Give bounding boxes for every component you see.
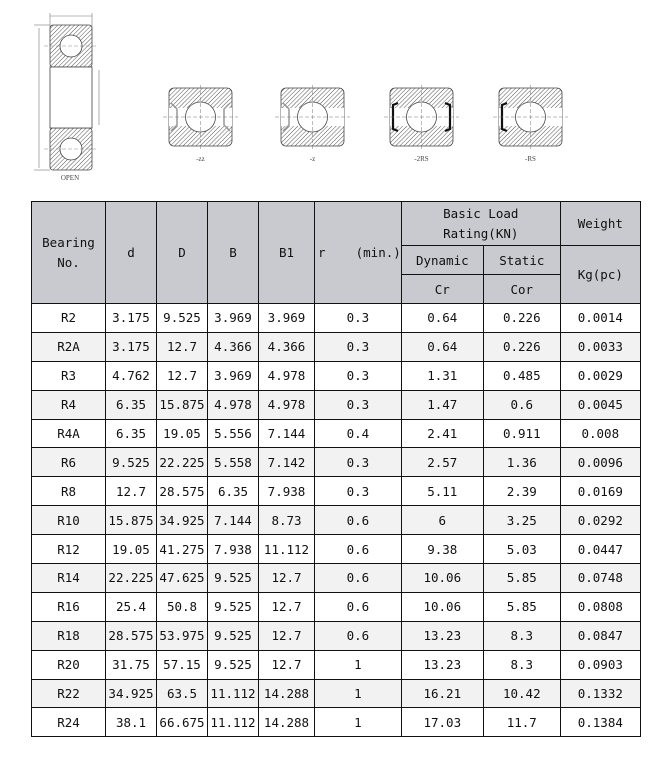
- cell-dynamic-cr: 13.23: [401, 650, 483, 679]
- header-static: Static: [483, 246, 560, 275]
- cell-static-cor: 8.3: [483, 621, 560, 650]
- cell-r-min: 1: [315, 708, 402, 737]
- cell-B: 6.35: [208, 477, 259, 506]
- cell-static-cor: 11.7: [483, 708, 560, 737]
- cell-D: 47.625: [157, 564, 208, 593]
- header-weight: Weight: [560, 202, 640, 246]
- cell-weight: 0.0033: [560, 332, 640, 361]
- cell-B1: 11.112: [259, 535, 315, 564]
- cell-B: 5.558: [208, 448, 259, 477]
- header-D: D: [157, 202, 208, 304]
- open-bearing-diagram: [30, 10, 110, 185]
- 2rs-label: -2RS: [414, 155, 429, 163]
- cell-dynamic-cr: 1.31: [401, 361, 483, 390]
- cell-static-cor: 5.03: [483, 535, 560, 564]
- cell-bearing-no: R4: [32, 390, 106, 419]
- table-body: [32, 304, 641, 737]
- bearing-spec-table: [31, 201, 641, 737]
- table-row: [32, 535, 641, 564]
- cell-dynamic-cr: 10.06: [401, 592, 483, 621]
- cell-d: 34.925: [106, 679, 157, 708]
- table-row: [32, 448, 641, 477]
- table-row: [32, 361, 641, 390]
- cell-r-min: 0.3: [315, 477, 402, 506]
- cell-weight: 0.0808: [560, 592, 640, 621]
- cell-B1: 7.144: [259, 419, 315, 448]
- cell-dynamic-cr: 16.21: [401, 679, 483, 708]
- cell-dynamic-cr: 9.38: [401, 535, 483, 564]
- cell-d: 38.1: [106, 708, 157, 737]
- cell-static-cor: 0.6: [483, 390, 560, 419]
- cell-D: 22.225: [157, 448, 208, 477]
- table-row: [32, 419, 641, 448]
- cell-dynamic-cr: 2.57: [401, 448, 483, 477]
- cell-dynamic-cr: 2.41: [401, 419, 483, 448]
- cell-dynamic-cr: 0.64: [401, 332, 483, 361]
- cell-r-min: 0.3: [315, 304, 402, 333]
- cell-weight: 0.0847: [560, 621, 640, 650]
- cell-r-min: 0.6: [315, 621, 402, 650]
- cell-B: 4.366: [208, 332, 259, 361]
- bearing-diagrams: [0, 0, 669, 195]
- table-row: [32, 304, 641, 333]
- cell-r-min: 0.6: [315, 535, 402, 564]
- cell-B1: 12.7: [259, 621, 315, 650]
- cell-d: 12.7: [106, 477, 157, 506]
- cell-bearing-no: R6: [32, 448, 106, 477]
- cell-static-cor: 0.226: [483, 332, 560, 361]
- cell-static-cor: 8.3: [483, 650, 560, 679]
- cell-B1: 8.73: [259, 506, 315, 535]
- rs-bearing-diagram: [493, 85, 568, 165]
- cell-static-cor: 0.226: [483, 304, 560, 333]
- cell-weight: 0.0447: [560, 535, 640, 564]
- cell-d: 3.175: [106, 304, 157, 333]
- table-row: [32, 564, 641, 593]
- cell-bearing-no: R16: [32, 592, 106, 621]
- cell-d: 22.225: [106, 564, 157, 593]
- header-cr: Cr: [401, 275, 483, 304]
- cell-B: 11.112: [208, 708, 259, 737]
- cell-B1: 12.7: [259, 564, 315, 593]
- cell-d: 19.05: [106, 535, 157, 564]
- cell-weight: 0.0169: [560, 477, 640, 506]
- table-row: [32, 477, 641, 506]
- cell-B1: 4.978: [259, 390, 315, 419]
- cell-r-min: 1: [315, 679, 402, 708]
- cell-D: 28.575: [157, 477, 208, 506]
- cell-dynamic-cr: 13.23: [401, 621, 483, 650]
- table-row: [32, 650, 641, 679]
- cell-bearing-no: R2A: [32, 332, 106, 361]
- open-label: OPEN: [60, 174, 80, 182]
- cell-bearing-no: R20: [32, 650, 106, 679]
- cell-bearing-no: R10: [32, 506, 106, 535]
- cell-B: 7.144: [208, 506, 259, 535]
- cell-bearing-no: R22: [32, 679, 106, 708]
- cell-B1: 14.288: [259, 679, 315, 708]
- header-weight-unit: Kg(pc): [560, 246, 640, 304]
- cell-D: 66.675: [157, 708, 208, 737]
- cell-D: 19.05: [157, 419, 208, 448]
- header-B: B: [208, 202, 259, 304]
- cell-B1: 14.288: [259, 708, 315, 737]
- cell-B1: 7.142: [259, 448, 315, 477]
- cell-B1: 12.7: [259, 592, 315, 621]
- table-row: [32, 592, 641, 621]
- table-row: [32, 621, 641, 650]
- cell-B: 9.525: [208, 592, 259, 621]
- cell-static-cor: 5.85: [483, 564, 560, 593]
- cell-r-min: 0.3: [315, 332, 402, 361]
- cell-D: 41.275: [157, 535, 208, 564]
- cell-bearing-no: R18: [32, 621, 106, 650]
- cell-d: 9.525: [106, 448, 157, 477]
- cell-weight: 0.0292: [560, 506, 640, 535]
- cell-d: 4.762: [106, 361, 157, 390]
- table-row: [32, 506, 641, 535]
- cell-r-min: 0.4: [315, 419, 402, 448]
- cell-static-cor: 5.85: [483, 592, 560, 621]
- cell-dynamic-cr: 5.11: [401, 477, 483, 506]
- cell-B: 3.969: [208, 304, 259, 333]
- cell-B1: 3.969: [259, 304, 315, 333]
- cell-d: 6.35: [106, 419, 157, 448]
- cell-weight: 0.0029: [560, 361, 640, 390]
- cell-d: 28.575: [106, 621, 157, 650]
- zz-bearing-diagram: [163, 85, 238, 165]
- cell-bearing-no: R3: [32, 361, 106, 390]
- cell-r-min: 0.3: [315, 448, 402, 477]
- header-r-min: r (min.): [315, 202, 402, 304]
- header-dynamic: Dynamic: [401, 246, 483, 275]
- cell-B: 5.556: [208, 419, 259, 448]
- 2rs-bearing-diagram: [384, 85, 459, 165]
- cell-D: 34.925: [157, 506, 208, 535]
- z-label: -z: [309, 155, 316, 163]
- cell-r-min: 0.6: [315, 564, 402, 593]
- cell-dynamic-cr: 10.06: [401, 564, 483, 593]
- cell-D: 50.8: [157, 592, 208, 621]
- z-bearing-diagram: [275, 85, 350, 165]
- cell-D: 57.15: [157, 650, 208, 679]
- cell-dynamic-cr: 17.03: [401, 708, 483, 737]
- header-bearing-no: Bearing No.: [32, 202, 106, 304]
- table-row: [32, 390, 641, 419]
- cell-bearing-no: R14: [32, 564, 106, 593]
- cell-weight: 0.0014: [560, 304, 640, 333]
- cell-bearing-no: R2: [32, 304, 106, 333]
- cell-weight: 0.0748: [560, 564, 640, 593]
- cell-B: 9.525: [208, 650, 259, 679]
- rs-label: -RS: [525, 155, 536, 163]
- cell-dynamic-cr: 1.47: [401, 390, 483, 419]
- header-basic-load-rating: Basic Load Rating(KN): [401, 202, 560, 246]
- cell-weight: 0.0096: [560, 448, 640, 477]
- cell-dynamic-cr: 0.64: [401, 304, 483, 333]
- cell-bearing-no: R24: [32, 708, 106, 737]
- cell-static-cor: 0.911: [483, 419, 560, 448]
- table-row: [32, 332, 641, 361]
- table-row: [32, 708, 641, 737]
- cell-bearing-no: R4A: [32, 419, 106, 448]
- cell-D: 15.875: [157, 390, 208, 419]
- cell-static-cor: 3.25: [483, 506, 560, 535]
- cell-r-min: 0.3: [315, 390, 402, 419]
- cell-D: 12.7: [157, 332, 208, 361]
- cell-weight: 0.008: [560, 419, 640, 448]
- cell-d: 31.75: [106, 650, 157, 679]
- cell-B1: 12.7: [259, 650, 315, 679]
- cell-B: 9.525: [208, 621, 259, 650]
- cell-D: 63.5: [157, 679, 208, 708]
- cell-B1: 7.938: [259, 477, 315, 506]
- header-cor: Cor: [483, 275, 560, 304]
- cell-d: 25.4: [106, 592, 157, 621]
- cell-r-min: 0.3: [315, 361, 402, 390]
- cell-B: 9.525: [208, 564, 259, 593]
- cell-dynamic-cr: 6: [401, 506, 483, 535]
- cell-r-min: 0.6: [315, 506, 402, 535]
- cell-B: 7.938: [208, 535, 259, 564]
- cell-r-min: 0.6: [315, 592, 402, 621]
- cell-B: 11.112: [208, 679, 259, 708]
- cell-d: 3.175: [106, 332, 157, 361]
- cell-weight: 0.1384: [560, 708, 640, 737]
- table-row: [32, 679, 641, 708]
- cell-B: 3.969: [208, 361, 259, 390]
- cell-B1: 4.978: [259, 361, 315, 390]
- cell-static-cor: 10.42: [483, 679, 560, 708]
- cell-weight: 0.0045: [560, 390, 640, 419]
- cell-r-min: 1: [315, 650, 402, 679]
- cell-D: 53.975: [157, 621, 208, 650]
- cell-bearing-no: R8: [32, 477, 106, 506]
- cell-B1: 4.366: [259, 332, 315, 361]
- cell-static-cor: 1.36: [483, 448, 560, 477]
- cell-D: 9.525: [157, 304, 208, 333]
- cell-d: 6.35: [106, 390, 157, 419]
- cell-static-cor: 2.39: [483, 477, 560, 506]
- cell-d: 15.875: [106, 506, 157, 535]
- cell-B: 4.978: [208, 390, 259, 419]
- cell-D: 12.7: [157, 361, 208, 390]
- header-B1: B1: [259, 202, 315, 304]
- cell-weight: 0.0903: [560, 650, 640, 679]
- zz-label: -zz: [196, 155, 205, 163]
- cell-static-cor: 0.485: [483, 361, 560, 390]
- header-d: d: [106, 202, 157, 304]
- cell-bearing-no: R12: [32, 535, 106, 564]
- cell-weight: 0.1332: [560, 679, 640, 708]
